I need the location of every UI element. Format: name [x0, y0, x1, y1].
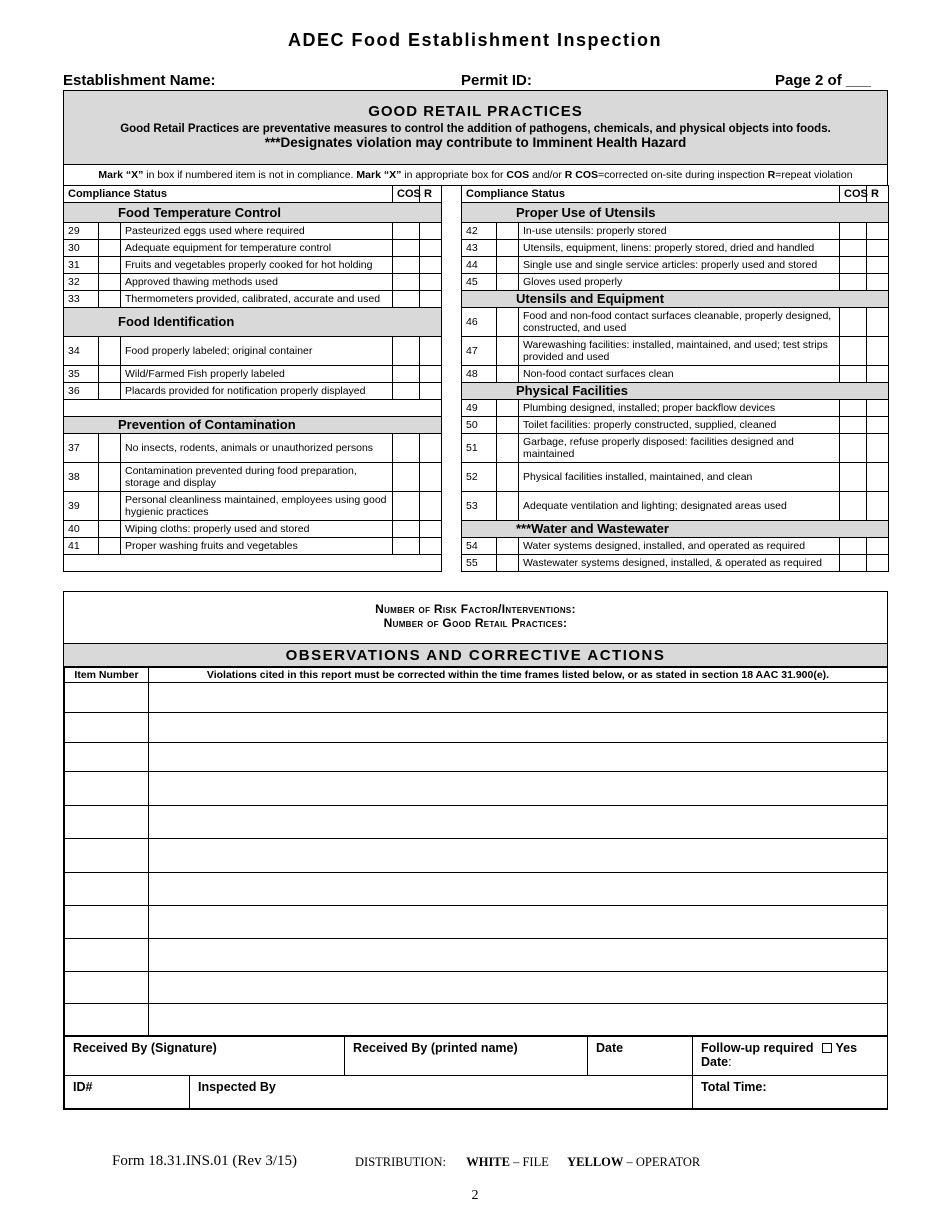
r-checkbox[interactable] — [420, 240, 442, 257]
item-description: In-use utensils: properly stored — [519, 223, 840, 240]
permit-id-label: Permit ID: — [461, 72, 532, 89]
r-checkbox[interactable] — [867, 492, 889, 521]
received-by-name-field[interactable] — [345, 1037, 588, 1076]
r-checkbox[interactable] — [867, 274, 889, 291]
cos-checkbox[interactable] — [840, 400, 867, 417]
item-number: 49 — [462, 400, 497, 417]
r-checkbox[interactable] — [420, 383, 442, 400]
observation-cell[interactable] — [149, 743, 888, 772]
mark-text-6: =repeat violation — [775, 169, 853, 181]
cos-checkbox[interactable] — [840, 366, 867, 383]
date-label: Date — [596, 1041, 624, 1055]
item-number: 39 — [64, 492, 99, 521]
observation-row — [65, 713, 888, 743]
observation-row — [65, 906, 888, 939]
follow-up-label: Follow-up required — [701, 1041, 814, 1055]
item-description: Single use and single service articles: properly used and stored — [519, 257, 840, 274]
counts-box — [64, 592, 887, 643]
mark-r-2: R — [767, 169, 776, 181]
r-checkbox[interactable] — [867, 417, 889, 434]
observation-row — [65, 806, 888, 839]
compliance-checkbox[interactable] — [497, 240, 519, 257]
item-description: Physical facilities installed, maintained, and clean — [519, 463, 840, 492]
item-number: 31 — [64, 257, 99, 274]
section-proper-use-of-utensils: Proper Use of Utensils — [462, 203, 889, 223]
table-row — [462, 240, 889, 257]
item-description: No insects, rodents, animals or unauthorized persons — [121, 434, 393, 463]
mark-text-3: and/or — [529, 169, 565, 181]
observation-cell[interactable] — [149, 713, 888, 743]
item-description: Wastewater systems designed, installed, & operated as required — [519, 555, 840, 572]
cos-checkbox[interactable] — [393, 434, 420, 463]
distribution-label: DISTRIBUTION: — [355, 1155, 446, 1169]
table-row — [462, 492, 889, 521]
r-checkbox[interactable] — [867, 337, 889, 366]
file-label: – FILE — [509, 1155, 549, 1169]
mark-x-2: Mark “X” — [356, 169, 402, 181]
observations-title: OBSERVATIONS AND CORRECTIVE ACTIONS — [64, 643, 887, 667]
form-title: ADEC Food Establishment Inspection — [287, 30, 663, 50]
table-row — [462, 308, 889, 337]
r-checkbox[interactable] — [867, 555, 889, 572]
distribution-line — [355, 1155, 700, 1170]
r-checkbox[interactable] — [420, 434, 442, 463]
cos-checkbox[interactable] — [393, 291, 420, 308]
compliance-status-header: Compliance Status — [462, 186, 840, 203]
left-compliance-table — [63, 185, 442, 572]
good-retail-header — [63, 90, 888, 165]
received-by-signature-field[interactable] — [65, 1037, 345, 1076]
page-number: 2 — [471, 1188, 479, 1203]
table-row — [462, 400, 889, 417]
cos-checkbox[interactable] — [393, 223, 420, 240]
item-number: 50 — [462, 417, 497, 434]
observation-row — [65, 939, 888, 972]
operator-label: – OPERATOR — [623, 1155, 701, 1169]
table-row — [64, 223, 442, 240]
table-row — [64, 337, 442, 366]
white-label: WHITE — [466, 1155, 510, 1169]
r-header: R — [420, 186, 442, 203]
id-field[interactable] — [65, 1076, 190, 1109]
section-water-and-wastewater: ***Water and Wastewater — [462, 521, 889, 538]
item-number: 29 — [64, 223, 99, 240]
follow-up-date-label: Date — [701, 1055, 729, 1069]
cos-checkbox[interactable] — [393, 383, 420, 400]
r-checkbox[interactable] — [420, 521, 442, 538]
item-number-cell[interactable] — [65, 713, 149, 743]
table-row — [64, 521, 442, 538]
cos-checkbox[interactable] — [840, 308, 867, 337]
compliance-checkbox[interactable] — [99, 463, 121, 492]
item-description: Food and non-food contact surfaces cleanable, properly designed, constructed, and used — [519, 308, 840, 337]
item-number: 54 — [462, 538, 497, 555]
table-row — [64, 434, 442, 463]
item-description: Adequate ventilation and lighting; designated areas used — [519, 492, 840, 521]
observation-cell[interactable] — [149, 839, 888, 873]
item-description: Placards provided for notification properly displayed — [121, 383, 393, 400]
compliance-checkbox[interactable] — [497, 434, 519, 463]
cos-checkbox[interactable] — [840, 434, 867, 463]
r-checkbox[interactable] — [420, 366, 442, 383]
observation-cell[interactable] — [149, 906, 888, 939]
item-description: Food properly labeled; original container — [121, 337, 393, 366]
r-checkbox[interactable] — [420, 257, 442, 274]
observation-row — [65, 873, 888, 906]
table-row — [462, 223, 889, 240]
received-by-name-label: Received By (printed name) — [353, 1041, 518, 1055]
item-number: 47 — [462, 337, 497, 366]
observation-cell[interactable] — [149, 683, 888, 713]
item-description: Utensils, equipment, linens: properly stored, dried and handled — [519, 240, 840, 257]
item-number: 33 — [64, 291, 99, 308]
item-number-cell[interactable] — [65, 839, 149, 873]
observation-cell[interactable] — [149, 873, 888, 906]
compliance-checkbox[interactable] — [497, 274, 519, 291]
right-compliance-table — [461, 185, 889, 572]
observation-row — [65, 743, 888, 772]
blank-row — [64, 400, 442, 417]
observation-cell[interactable] — [149, 772, 888, 806]
compliance-checkbox[interactable] — [99, 538, 121, 555]
cos-checkbox[interactable] — [393, 521, 420, 538]
compliance-checkbox[interactable] — [497, 555, 519, 572]
r-checkbox[interactable] — [867, 400, 889, 417]
observation-row — [65, 1004, 888, 1036]
table-row — [64, 291, 442, 308]
table-row — [64, 257, 442, 274]
cos-checkbox[interactable] — [840, 538, 867, 555]
mark-cos-2: COS — [575, 169, 599, 181]
id-label: ID# — [73, 1080, 93, 1094]
cos-checkbox[interactable] — [393, 240, 420, 257]
r-checkbox[interactable] — [867, 366, 889, 383]
cos-checkbox[interactable] — [393, 366, 420, 383]
observations-section — [63, 591, 888, 1110]
r-checkbox[interactable] — [867, 308, 889, 337]
table-row — [462, 274, 889, 291]
yellow-label: YELLOW — [567, 1155, 624, 1169]
total-time-field[interactable] — [693, 1076, 888, 1109]
mark-x-1: Mark “X” — [98, 169, 144, 181]
item-number-cell[interactable] — [65, 873, 149, 906]
table-row — [462, 538, 889, 555]
observation-cell[interactable] — [149, 806, 888, 839]
compliance-checkbox[interactable] — [99, 337, 121, 366]
mark-text-5: =corrected on-site during inspection — [598, 169, 768, 181]
item-description: Contamination prevented during food preparation, storage and display — [121, 463, 393, 492]
r-checkbox[interactable] — [420, 223, 442, 240]
item-number-cell[interactable] — [65, 683, 149, 713]
cos-checkbox[interactable] — [393, 274, 420, 291]
item-number: 37 — [64, 434, 99, 463]
observation-cell[interactable] — [149, 1004, 888, 1036]
cos-header: COS — [840, 186, 867, 203]
cos-checkbox[interactable] — [840, 274, 867, 291]
observation-cell[interactable] — [149, 939, 888, 972]
cos-header: COS — [393, 186, 420, 203]
item-description: Pasteurized eggs used where required — [121, 223, 393, 240]
section-food-temperature-control: Food Temperature Control — [64, 203, 442, 223]
inspected-by-label: Inspected By — [198, 1080, 276, 1094]
cos-checkbox[interactable] — [393, 257, 420, 274]
item-description: Water systems designed, installed, and operated as required — [519, 538, 840, 555]
section-food-identification: Food Identification — [64, 308, 442, 337]
item-number: 32 — [64, 274, 99, 291]
cos-checkbox[interactable] — [393, 463, 420, 492]
cos-checkbox[interactable] — [840, 492, 867, 521]
item-description: Personal cleanliness maintained, employees using good hygienic practices — [121, 492, 393, 521]
compliance-checkbox[interactable] — [497, 223, 519, 240]
observation-row — [65, 839, 888, 873]
cos-checkbox[interactable] — [840, 223, 867, 240]
table-row — [462, 417, 889, 434]
item-number-cell[interactable] — [65, 939, 149, 972]
observations-table — [64, 667, 888, 1036]
cos-checkbox[interactable] — [840, 555, 867, 572]
compliance-checkbox[interactable] — [497, 538, 519, 555]
compliance-checkbox[interactable] — [497, 492, 519, 521]
mark-text-2: in appropriate box for — [401, 169, 507, 181]
compliance-checkbox[interactable] — [497, 463, 519, 492]
section-prevention-of-contamination: Prevention of Contamination — [64, 417, 442, 434]
item-number: 55 — [462, 555, 497, 572]
item-description: Approved thawing methods used — [121, 274, 393, 291]
item-number: 35 — [64, 366, 99, 383]
table-row — [64, 383, 442, 400]
item-description: Garbage, refuse properly disposed: facilities designed and maintained — [519, 434, 840, 463]
table-row — [462, 337, 889, 366]
item-number: 40 — [64, 521, 99, 538]
good-retail-title: GOOD RETAIL PRACTICES — [368, 103, 583, 120]
item-number-cell[interactable] — [65, 772, 149, 806]
item-number: 53 — [462, 492, 497, 521]
item-number: 30 — [64, 240, 99, 257]
table-row — [462, 463, 889, 492]
follow-up-field — [693, 1037, 888, 1076]
item-description: Fruits and vegetables properly cooked for hot holding — [121, 257, 393, 274]
item-description: Warewashing facilities: installed, maintained, and used; test strips provided and used — [519, 337, 840, 366]
compliance-checkbox[interactable] — [99, 366, 121, 383]
form-number: Form 18.31.INS.01 (Rev 3/15) — [112, 1153, 297, 1169]
mark-instructions — [63, 165, 888, 185]
r-checkbox[interactable] — [867, 538, 889, 555]
r-checkbox[interactable] — [867, 240, 889, 257]
r-checkbox[interactable] — [420, 291, 442, 308]
item-description: Wild/Farmed Fish properly labeled — [121, 366, 393, 383]
r-checkbox[interactable] — [420, 463, 442, 492]
item-number: 34 — [64, 337, 99, 366]
r-checkbox[interactable] — [867, 257, 889, 274]
item-description: Proper washing fruits and vegetables — [121, 538, 393, 555]
good-retail-count-label: Number of Good Retail Practices: — [383, 616, 568, 630]
compliance-checkbox[interactable] — [99, 383, 121, 400]
item-number: 41 — [64, 538, 99, 555]
item-number-cell[interactable] — [65, 972, 149, 1004]
risk-factor-count-label: Number of Risk Factor/Interventions: — [375, 602, 576, 616]
item-description: Wiping cloths: properly used and stored — [121, 521, 393, 538]
item-number-cell[interactable] — [65, 806, 149, 839]
item-description: Adequate equipment for temperature control — [121, 240, 393, 257]
item-number-cell[interactable] — [65, 906, 149, 939]
table-row — [64, 274, 442, 291]
item-number-cell[interactable] — [65, 743, 149, 772]
follow-up-yes-label: Yes — [835, 1041, 858, 1055]
follow-up-yes-checkbox[interactable] — [822, 1043, 832, 1053]
compliance-checkbox[interactable] — [497, 308, 519, 337]
cos-checkbox[interactable] — [840, 337, 867, 366]
date-field[interactable] — [588, 1037, 693, 1076]
table-row — [462, 257, 889, 274]
observation-row — [65, 972, 888, 1004]
item-number: 52 — [462, 463, 497, 492]
observation-row — [65, 683, 888, 713]
table-row — [64, 538, 442, 555]
blank-row — [64, 555, 442, 572]
item-number-cell[interactable] — [65, 1004, 149, 1036]
item-description: Thermometers provided, calibrated, accurate and used — [121, 291, 393, 308]
table-row — [462, 555, 889, 572]
observation-row — [65, 772, 888, 806]
table-row — [64, 366, 442, 383]
item-description: Plumbing designed, installed; proper backflow devices — [519, 400, 840, 417]
item-number: 45 — [462, 274, 497, 291]
section-physical-facilities: Physical Facilities — [462, 383, 889, 400]
item-number: 42 — [462, 223, 497, 240]
r-checkbox[interactable] — [420, 274, 442, 291]
table-row — [64, 240, 442, 257]
mark-cos-1: COS — [506, 169, 530, 181]
compliance-checkbox[interactable] — [99, 223, 121, 240]
item-number: 38 — [64, 463, 99, 492]
r-checkbox[interactable] — [867, 223, 889, 240]
r-checkbox[interactable] — [867, 434, 889, 463]
section-utensils-and-equipment: Utensils and Equipment — [462, 291, 889, 308]
good-retail-description: Good Retail Practices are preventative measures to control the addition of pathogens, chemicals, and physical objects into foods. — [120, 123, 831, 135]
follow-up-date-colon: : — [728, 1055, 732, 1069]
r-checkbox[interactable] — [867, 463, 889, 492]
table-row — [64, 463, 442, 492]
observation-cell[interactable] — [149, 972, 888, 1004]
compliance-checkbox[interactable] — [99, 257, 121, 274]
compliance-checkbox[interactable] — [99, 240, 121, 257]
compliance-checkbox[interactable] — [497, 337, 519, 366]
table-row — [462, 366, 889, 383]
r-checkbox[interactable] — [420, 538, 442, 555]
received-by-signature-label: Received By (Signature) — [73, 1041, 217, 1055]
cos-checkbox[interactable] — [840, 463, 867, 492]
compliance-checkbox[interactable] — [497, 417, 519, 434]
cos-checkbox[interactable] — [840, 417, 867, 434]
item-number-header: Item Number — [65, 668, 149, 683]
r-checkbox[interactable] — [420, 492, 442, 521]
item-number: 44 — [462, 257, 497, 274]
compliance-checkbox[interactable] — [497, 257, 519, 274]
compliance-checkbox[interactable] — [99, 492, 121, 521]
mark-r-1: R — [564, 169, 573, 181]
compliance-checkbox[interactable] — [99, 434, 121, 463]
table-row — [462, 434, 889, 463]
compliance-checkbox[interactable] — [497, 366, 519, 383]
table-row — [64, 492, 442, 521]
compliance-checkbox[interactable] — [497, 400, 519, 417]
cos-checkbox[interactable] — [393, 492, 420, 521]
compliance-checkbox[interactable] — [99, 274, 121, 291]
item-description: Toilet facilities: properly constructed, supplied, cleaned — [519, 417, 840, 434]
item-description: Gloves used properly — [519, 274, 840, 291]
cos-checkbox[interactable] — [393, 538, 420, 555]
item-number: 36 — [64, 383, 99, 400]
compliance-checkbox[interactable] — [99, 291, 121, 308]
item-number: 48 — [462, 366, 497, 383]
r-header: R — [867, 186, 889, 203]
compliance-status-header: Compliance Status — [64, 186, 393, 203]
page-of-label: Page 2 of ___ — [775, 72, 871, 89]
violations-note: Violations cited in this report must be corrected within the time frames listed below, or as stated in section 18 AAC 31.900(e). — [149, 668, 888, 683]
item-description: Non-food contact surfaces clean — [519, 366, 840, 383]
designates-note: ***Designates violation may contribute to Imminent Health Hazard — [264, 135, 687, 150]
cos-checkbox[interactable] — [393, 337, 420, 366]
item-number: 43 — [462, 240, 497, 257]
signature-table — [64, 1036, 888, 1109]
cos-checkbox[interactable] — [840, 257, 867, 274]
cos-checkbox[interactable] — [840, 240, 867, 257]
item-number: 46 — [462, 308, 497, 337]
item-number: 51 — [462, 434, 497, 463]
column-gap — [441, 185, 461, 574]
compliance-checkbox[interactable] — [99, 521, 121, 538]
mark-text-1: in box if numbered item is not in compliance. — [143, 169, 357, 181]
r-checkbox[interactable] — [420, 337, 442, 366]
establishment-name-label: Establishment Name: — [63, 72, 216, 89]
total-time-label: Total Time: — [701, 1080, 767, 1094]
inspected-by-field[interactable] — [190, 1076, 693, 1109]
